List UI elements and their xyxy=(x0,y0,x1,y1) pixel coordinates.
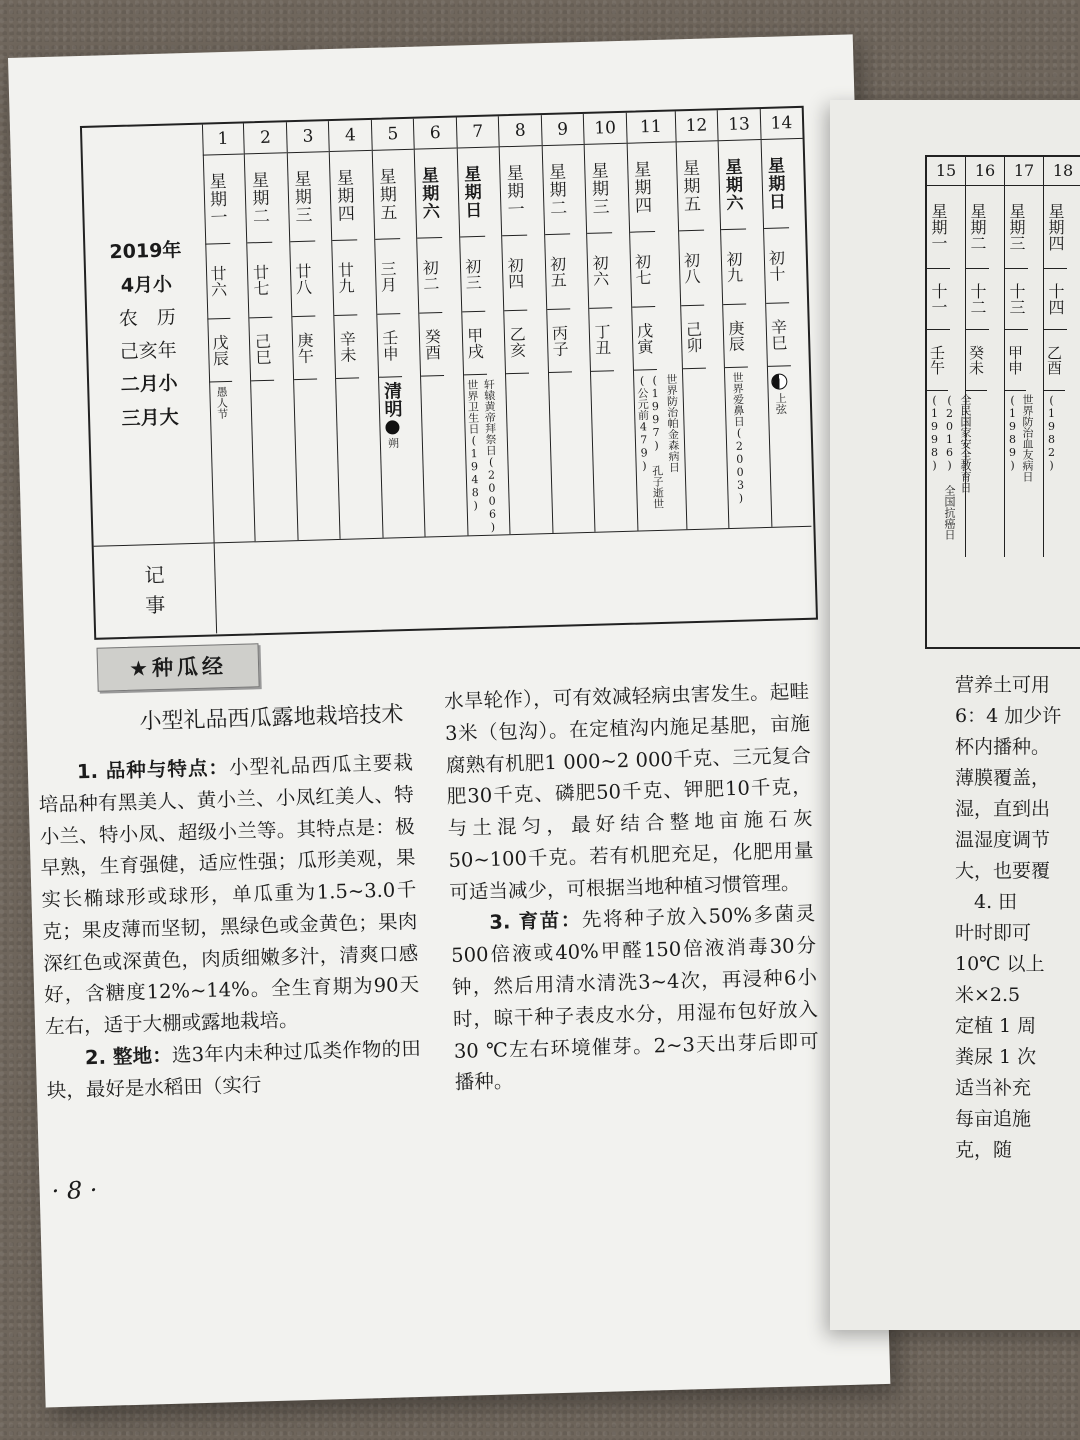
paragraph-body: 小型礼品西瓜主要栽培品种有黑美人、黄小兰、小凤红美人、特小兰、特小凤、超级小兰等。其特点是：极早熟，生育强健，适应性强；瓜形美观，果实长椭球形或球形，单瓜重为1.5~3.0千克；果皮薄而坚韧，黑绿色或金黄色；果肉深红色或深黄色，肉质细嫩多汁，清爽口感好，含糖度12%~14%。全生育期为90天左右，适于大棚或露地栽培。 xyxy=(38,750,420,1039)
right-page xyxy=(830,100,1080,1330)
paragraph-heading: 1. 品种与特点： xyxy=(76,756,230,784)
note-text: 朔 xyxy=(386,437,400,449)
day-number: 16 xyxy=(966,157,1004,186)
lunar-date: 廿八 xyxy=(290,242,315,318)
weekday: 星期三 xyxy=(288,153,315,243)
lunar-date: 初三 xyxy=(460,237,485,313)
lunar-date: 廿六 xyxy=(205,244,230,320)
lunar-date: 初十 xyxy=(764,228,789,304)
day-note xyxy=(966,391,968,559)
ganzhi-date: 戊寅 xyxy=(632,307,657,371)
ganzhi-date: 壬午 xyxy=(927,330,948,391)
paragraph-land-prep xyxy=(46,1033,423,1107)
weekday: 星期日 xyxy=(458,148,485,238)
note-text: 世界爱鼻日(2003) xyxy=(730,371,748,505)
ganzhi-date: 丁丑 xyxy=(589,308,614,372)
day-note: 全民国家安全教育日(2016) 全国抗癌日(1998) xyxy=(928,394,972,540)
day-number: 4 xyxy=(329,120,371,152)
weekday: 星期二 xyxy=(245,154,272,244)
article-column-left xyxy=(38,747,423,1107)
day-note xyxy=(209,382,236,547)
ganzhi-date: 癸酉 xyxy=(420,313,445,377)
day-note: 世界防治血友病日(1989) xyxy=(1006,394,1034,482)
weekday: 星期四 xyxy=(330,151,357,241)
day-note xyxy=(634,369,687,534)
day-number: 6 xyxy=(414,118,456,150)
lunar-label: 农 历 xyxy=(118,306,177,330)
page-number: · 8 · xyxy=(51,1175,98,1206)
weekday: 星期五 xyxy=(373,150,400,240)
day-number: 15 xyxy=(927,157,965,186)
lunar-date: 初八 xyxy=(679,231,704,307)
text-line: 每亩追施 xyxy=(955,1108,1032,1130)
weekday: 星期五 xyxy=(676,142,703,232)
lunar-date: 初六 xyxy=(587,233,612,309)
ganzhi-date: 辛巳 xyxy=(766,303,791,367)
day-number: 5 xyxy=(372,119,414,151)
lunar-date: 初二 xyxy=(418,238,443,314)
day-number: 2 xyxy=(244,122,286,154)
day-number: 10 xyxy=(584,113,626,145)
day-number: 17 xyxy=(1005,157,1043,186)
april-calendar-table xyxy=(80,106,818,640)
text-line: 定植 1 周 xyxy=(955,1015,1037,1037)
first-quarter-moon-icon xyxy=(771,373,787,389)
text-line: 10℃ 以上 xyxy=(955,953,1045,975)
ganzhi-date: 壬申 xyxy=(377,314,402,378)
new-moon-icon xyxy=(385,420,399,434)
text-line: 薄膜覆盖， xyxy=(955,767,1051,789)
solar-term: 清明 xyxy=(380,381,403,418)
ganzhi-date: 己卯 xyxy=(681,306,706,370)
ganzhi-date: 戊辰 xyxy=(207,319,232,383)
text-line: 温湿度调节 xyxy=(955,829,1051,851)
lunar-date: 三月 xyxy=(375,239,400,315)
memo-label-char-2: 事 xyxy=(145,592,166,618)
lunar-date: 十一 xyxy=(927,269,950,330)
right-page-text xyxy=(955,670,1080,1166)
lunar-date: 初九 xyxy=(721,230,746,306)
lunar-year-label: 己亥年 xyxy=(119,339,178,363)
calendar-day-column xyxy=(1005,157,1044,557)
weekday: 星期四 xyxy=(627,143,654,233)
weekday: 星期六 xyxy=(719,140,746,230)
weekday: 星期一 xyxy=(500,147,527,237)
ganzhi-date: 甲戌 xyxy=(462,312,487,376)
weekday: 星期六 xyxy=(415,149,442,239)
memo-row xyxy=(94,526,814,637)
weekday: 星期四 xyxy=(1044,186,1067,269)
ganzhi-date: 丙子 xyxy=(547,309,572,373)
weekday: 星期一 xyxy=(927,186,950,269)
day-number: 8 xyxy=(499,115,541,147)
paragraph-land-prep-cont: 水旱轮作），可有效减轻病虫害发生。起畦3米（包沟）。在定植沟内施足基肥，亩施腐熟有机肥1 000~2 000千克、三元复合肥30千克、磷肥50千克、钾肥10千克，与土混匀，最好结合整地亩施石灰50~100千克。若有机肥充足，化肥用量可适当减少，可根据当地种植习惯管理。 xyxy=(443,679,814,904)
day-number: 13 xyxy=(718,109,760,141)
lunar-month-3-label: 三月大 xyxy=(121,405,179,430)
day-number: 12 xyxy=(675,110,717,142)
day-note xyxy=(464,374,504,539)
day-note xyxy=(768,366,795,531)
year-label: 2019年 xyxy=(109,239,182,264)
text-line: 6：4 加少许 xyxy=(955,705,1062,727)
article-title: 小型礼品西瓜露地栽培技术 xyxy=(139,702,404,735)
paragraph-heading: 2. 整地： xyxy=(84,1043,173,1070)
calendar-label-column xyxy=(82,125,215,546)
paragraph-body: 选3年内未种过瓜类作物的田块，最好是水稻田（实行 xyxy=(46,1036,422,1103)
text-line: 大，也要覆 xyxy=(955,860,1051,882)
lunar-date: 廿七 xyxy=(248,243,273,319)
lunar-date: 廿九 xyxy=(333,240,358,316)
memo-label xyxy=(94,543,217,636)
right-calendar-table xyxy=(925,155,1080,649)
calendar-day-columns xyxy=(202,108,813,543)
memo-label-char-1: 记 xyxy=(144,562,165,588)
ganzhi-date: 乙酉 xyxy=(1044,330,1065,391)
calendar-day-column xyxy=(1044,157,1080,557)
text-line: 4. 田 xyxy=(955,891,1018,913)
solar-term xyxy=(769,370,790,371)
ganzhi-date: 庚辰 xyxy=(723,304,748,368)
day-number: 11 xyxy=(626,111,675,143)
text-line: 米×2.5 xyxy=(955,984,1021,1006)
text-line: 营养土可用 xyxy=(955,674,1051,696)
text-line: 叶时即可 xyxy=(955,922,1032,944)
calendar-day-column xyxy=(966,157,1005,557)
weekday: 星期一 xyxy=(203,155,230,245)
lunar-date: 十四 xyxy=(1044,269,1067,330)
weekday: 星期三 xyxy=(1005,186,1028,269)
text-line: 杯内播种。 xyxy=(955,736,1051,758)
weekday: 星期二 xyxy=(542,145,569,235)
text-line: 湿，直到出 xyxy=(955,798,1051,820)
weekday: 星期日 xyxy=(761,139,788,229)
day-note: (1982) xyxy=(1045,394,1058,472)
right-calendar-columns xyxy=(927,157,1080,557)
ganzhi-date: 癸未 xyxy=(966,330,987,391)
lunar-date: 十三 xyxy=(1005,269,1028,330)
day-number: 18 xyxy=(1044,157,1080,186)
ganzhi-date: 己巳 xyxy=(250,318,275,382)
lunar-date: 初七 xyxy=(630,232,655,308)
paragraph-seedling xyxy=(450,898,820,1099)
day-number: 14 xyxy=(760,108,802,140)
ganzhi-date: 辛未 xyxy=(335,315,360,379)
day-number: 1 xyxy=(202,123,244,155)
article-column-right xyxy=(444,676,820,1099)
section-tag: ★种瓜经 xyxy=(97,643,260,692)
paragraph-variety xyxy=(38,747,421,1043)
paragraph-heading: 3. 育苗： xyxy=(489,908,583,935)
weekday: 星期二 xyxy=(966,186,989,269)
ganzhi-date: 乙亥 xyxy=(505,311,530,375)
paragraph-body: 先将种子放入50%多菌灵500倍液或40%甲醛150倍液消毒30分钟，然后用清水清洗3~4次，再浸种6小时，晾干种子表皮水分，用湿布包好放入30 ℃左右环境催芽。2~3天出芽后即可播种。 xyxy=(450,902,820,1095)
lunar-date: 十二 xyxy=(966,269,989,330)
note-text: 愚人节 xyxy=(214,385,229,420)
day-note xyxy=(725,367,752,532)
lunar-date: 初五 xyxy=(545,234,570,310)
left-page xyxy=(8,34,890,1407)
ganzhi-date: 庚午 xyxy=(292,317,317,381)
day-number: 3 xyxy=(287,121,329,153)
lunar-date: 初四 xyxy=(502,236,527,312)
day-number: 9 xyxy=(542,114,584,146)
note-text: 世界防治帕金森病日(1997) 孔子逝世(公元前479) xyxy=(635,373,681,510)
ganzhi-date: 甲申 xyxy=(1005,330,1026,391)
note-text: 轩辕黄帝拜祭日(2006) 世界卫生日(1948) xyxy=(465,378,500,534)
text-line: 粪尿 1 次 xyxy=(955,1046,1037,1068)
day-note xyxy=(379,377,406,542)
calendar-day-column xyxy=(927,157,972,557)
note-text: 上弦 xyxy=(773,392,788,415)
text-line: 适当补充 xyxy=(955,1077,1032,1099)
weekday: 星期三 xyxy=(585,144,612,234)
lunar-month-2-label: 二月小 xyxy=(120,372,178,397)
month-label: 4月小 xyxy=(120,273,173,297)
day-number: 7 xyxy=(457,116,499,148)
text-line: 克，随 xyxy=(955,1139,1013,1161)
